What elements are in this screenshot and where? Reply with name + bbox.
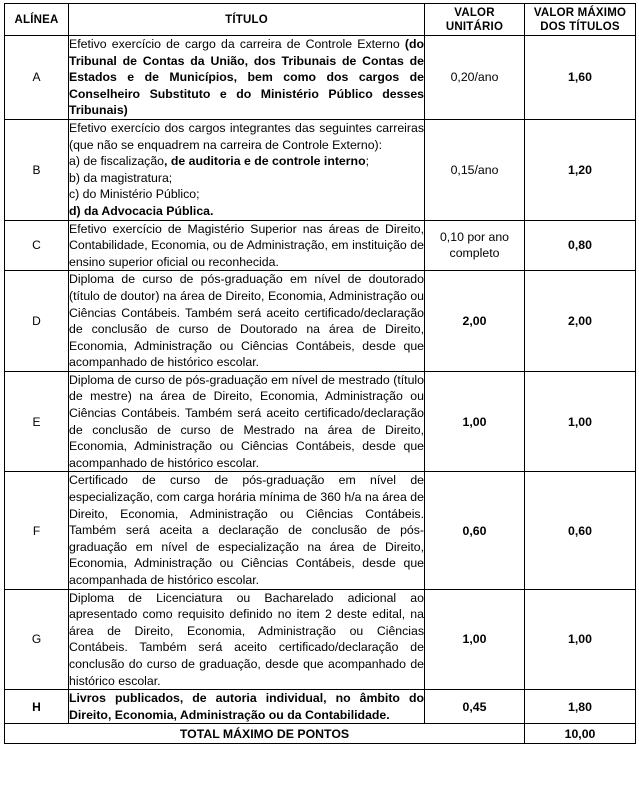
table-row <box>5 589 636 690</box>
scoring-criteria-table <box>4 3 636 744</box>
row-titulo-b-line3: b) da magistratura; <box>69 170 173 185</box>
row-valor-unitario-b: 0,15/ano <box>425 119 525 220</box>
row-valor-unitario-h: 0,45 <box>425 690 525 724</box>
column-header-valor-maximo <box>525 4 636 36</box>
row-titulo-c <box>69 220 425 271</box>
row-titulo-b-line2-part1: a) de fiscalização <box>69 154 165 169</box>
row-titulo-g <box>69 589 425 690</box>
row-titulo-c-text: Efetivo exercício de Magistério Superior nas áreas de Direito, Contabilidade, Economia, ou de Administração, em instituição de ensino superior oficial ou reconhecida. <box>69 221 424 269</box>
row-valor-maximo-d: 2,00 <box>525 271 636 372</box>
row-valor-maximo-b: 1,20 <box>525 119 636 220</box>
total-label: TOTAL MÁXIMO DE PONTOS <box>5 724 525 744</box>
row-titulo-d-text: Diploma de curso de pós-graduação em nível de doutorado (título de doutor) na área de Direito, Economia, Administração ou Ciências Contábeis. Também será aceito certificado/declaração de conclusão de curso de Doutorado na área de Direito, Economia, Administração ou Ciências Contábeis, desde que acompanhado de histórico escolar. <box>69 272 424 370</box>
row-alinea-g: G <box>5 589 69 690</box>
row-alinea-d: D <box>5 271 69 372</box>
column-header-valor-maximo-line1: VALOR MÁXIMO <box>533 6 627 19</box>
table-row <box>5 271 636 372</box>
row-valor-unitario-c <box>425 220 525 271</box>
table-total-row <box>5 724 636 744</box>
row-alinea-f: F <box>5 472 69 589</box>
table-row <box>5 119 636 220</box>
row-titulo-a <box>69 36 425 120</box>
row-titulo-d <box>69 271 425 372</box>
row-valor-unitario-c-line2: completo <box>449 246 500 261</box>
column-header-valor-unitario-line2: UNITÁRIO <box>445 20 504 33</box>
row-valor-maximo-a: 1,60 <box>525 36 636 120</box>
row-alinea-e: E <box>5 371 69 472</box>
column-header-valor-maximo-line2: DOS TÍTULOS <box>540 20 620 33</box>
row-titulo-b-line2-part3: ; <box>365 154 369 169</box>
row-titulo-g-text: Diploma de Licenciatura ou Bacharelado adicional ao apresentado como requisito definido no item 2 deste edital, na área de Direito, Economia, Administração ou Ciências Contábeis. Também será aceito certificado/declaração de conclusão do curso de graduação, desde que acompanhado de histórico escolar. <box>69 590 424 688</box>
column-header-valor-unitario-line1: VALOR <box>454 6 495 19</box>
table-row <box>5 371 636 472</box>
row-titulo-b-line2-bold: , de auditoria e de controle interno <box>164 154 366 169</box>
column-header-valor-unitario <box>425 4 525 36</box>
row-titulo-b-line1: Efetivo exercício dos cargos integrantes das seguintes carreiras (que não se enquadrem na carreira de Controle Externo): <box>69 120 424 152</box>
table-row <box>5 220 636 271</box>
table-row <box>5 472 636 589</box>
total-value: 10,00 <box>525 724 636 744</box>
row-valor-unitario-g: 1,00 <box>425 589 525 690</box>
row-titulo-f <box>69 472 425 589</box>
row-alinea-c: C <box>5 220 69 271</box>
row-valor-maximo-c: 0,80 <box>525 220 636 271</box>
row-alinea-a: A <box>5 36 69 120</box>
row-titulo-h-text: Livros publicados, de autoria individual, no âmbito do Direito, Economia, Administração ou da Contabilidade. <box>69 691 424 722</box>
row-valor-maximo-h: 1,80 <box>525 690 636 724</box>
table-header-row <box>5 4 636 36</box>
row-titulo-e <box>69 371 425 472</box>
row-titulo-a-bold: (do Tribunal de Contas da União, dos Tribunais de Contas de Estados e de Municípios, bem como dos cargos de Conselheiro Substituto e do Ministério Público desses Tribunais) <box>69 37 424 118</box>
row-titulo-b-line4: c) do Ministério Público; <box>69 187 200 202</box>
row-alinea-b: B <box>5 119 69 220</box>
row-titulo-e-text: Diploma de curso de pós-graduação em nível de mestrado (título de mestre) na área de Direito, Economia, Administração ou Ciências Contábeis. Também será aceito certificado/declaração de conclusão de curso de Mestrado na área de Direito, Economia, Administração ou Ciências Contábeis, desde que acompanhado de histórico escolar. <box>69 372 424 470</box>
row-titulo-a-plain: Efetivo exercício de cargo da carreira de Controle Externo <box>69 37 405 51</box>
row-titulo-h <box>69 690 425 724</box>
row-valor-maximo-f: 0,60 <box>525 472 636 589</box>
row-valor-unitario-e: 1,00 <box>425 371 525 472</box>
table-row <box>5 36 636 120</box>
table-row <box>5 690 636 724</box>
row-titulo-b <box>69 119 425 220</box>
row-alinea-h: H <box>5 690 69 724</box>
row-titulo-b-line5: d) da Advocacia Pública. <box>69 203 214 218</box>
column-header-alinea: ALÍNEA <box>5 4 69 36</box>
row-valor-unitario-a: 0,20/ano <box>425 36 525 120</box>
column-header-titulo: TÍTULO <box>69 4 425 36</box>
row-valor-unitario-f: 0,60 <box>425 472 525 589</box>
row-valor-maximo-e: 1,00 <box>525 371 636 472</box>
row-valor-unitario-c-line1: 0,10 por ano <box>439 230 510 245</box>
row-titulo-b-line2 <box>69 153 424 170</box>
row-titulo-f-text: Certificado de curso de pós-graduação em nível de especialização, com carga horária mínima de 360 h/a na área de Direito, Economia, Administração ou Ciências Contábeis. Também será aceita a declaração de conclusão de pós-graduação em nível de especialização na área de Direito, Economia, Administração ou Ciências Contábeis, desde que acompanhada de histórico escolar. <box>69 473 424 587</box>
row-valor-maximo-g: 1,00 <box>525 589 636 690</box>
row-valor-unitario-d: 2,00 <box>425 271 525 372</box>
